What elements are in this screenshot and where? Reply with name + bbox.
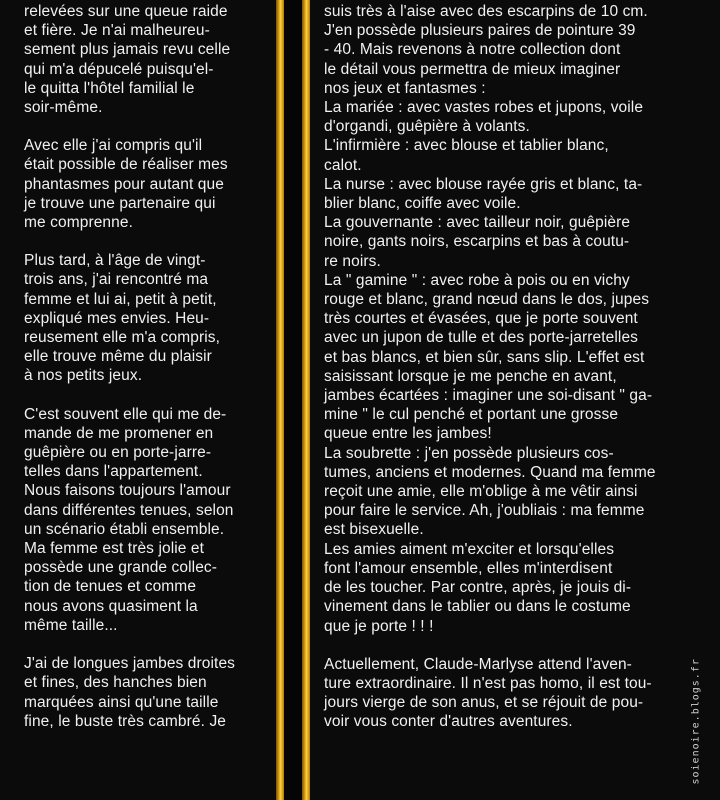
- text-line: mine " le cul penché et portant une grosse: [324, 406, 619, 424]
- text-line: je trouve une partenaire qui: [24, 194, 216, 212]
- text-line: queue entre les jambes!: [324, 425, 492, 443]
- right-text-column: [310, 0, 708, 800]
- text-line: reçoit une amie, elle m'oblige à me vêtir ainsi: [324, 483, 638, 501]
- text-line: calot.: [324, 156, 362, 174]
- text-line: La nurse : avec blouse rayée gris et blanc, ta-: [324, 175, 643, 193]
- paragraph: [24, 405, 262, 635]
- text-line: fine, le buste très cambré. Je: [24, 712, 227, 730]
- text-line: expliqué mes envies. Heu-: [24, 309, 210, 327]
- text-line: le détail vous permettra de mieux imaginer: [324, 60, 621, 78]
- text-line: nous avons quasiment la: [24, 597, 198, 615]
- text-line: avec un jupon de tulle et des porte-jarretelles: [324, 329, 639, 347]
- text-line: à nos petits jeux.: [24, 367, 143, 385]
- text-line: était possible de réaliser mes: [24, 156, 228, 174]
- text-line: La gouvernante : avec tailleur noir, guêpière: [324, 214, 631, 232]
- text-line: Nous faisons toujours l'amour: [24, 482, 231, 500]
- text-line: mande de me promener en: [24, 424, 214, 442]
- text-line: femme et lui ai, petit à petit,: [24, 290, 217, 308]
- text-line: telles dans l'appartement.: [24, 463, 203, 481]
- text-line: suis très à l'aise avec des escarpins de 10 cm.: [324, 3, 648, 20]
- text-line: pour faire le service. Ah, j'oubliais : ma femme: [324, 502, 645, 520]
- text-line: rouge et blanc, grand nœud dans le dos, jupes: [324, 291, 650, 309]
- gold-divider-right: [302, 0, 310, 800]
- text-line: nos jeux et fantasmes :: [324, 79, 486, 97]
- text-line: d'organdi, guêpière à volants.: [324, 118, 530, 136]
- text-line: J'en possède plusieurs paires de pointure 39: [324, 22, 636, 40]
- text-line: même taille...: [24, 616, 118, 634]
- gold-divider-left: [276, 0, 284, 800]
- text-line: elle trouve même du plaisir: [24, 348, 212, 366]
- left-text-column: [0, 0, 268, 800]
- text-line: soir-même.: [24, 99, 103, 117]
- text-line: est bisexuelle.: [324, 521, 424, 539]
- paragraph: [24, 251, 262, 385]
- text-line: sement plus jamais revu celle: [24, 41, 231, 59]
- text-line: trois ans, j'ai rencontré ma: [24, 271, 209, 289]
- text-line: La " gamine " : avec robe à pois ou en vichy: [324, 271, 630, 289]
- text-line: blier blanc, coiffe avec voile.: [324, 195, 521, 213]
- text-line: J'ai de longues jambes droites: [24, 655, 236, 673]
- paragraph: [324, 2, 704, 636]
- text-line: tion de tenues et comme: [24, 578, 197, 596]
- text-line: Les amies aiment m'exciter et lorsqu'elles: [324, 540, 615, 558]
- text-line: phantasmes pour autant que: [24, 175, 224, 193]
- paragraph: [324, 655, 704, 732]
- text-line: et fines, des hanches bien: [24, 674, 207, 692]
- text-line: que je porte ! ! !: [324, 617, 434, 635]
- paragraph: [24, 2, 262, 117]
- text-line: tumes, anciens et modernes. Quand ma femme: [324, 463, 656, 481]
- paragraph: [24, 136, 262, 232]
- text-line: Plus tard, à l'âge de vingt-: [24, 252, 206, 270]
- text-line: C'est souvent elle qui me de-: [24, 405, 227, 423]
- text-line: qui m'a dépucelé puisqu'el-: [24, 60, 214, 78]
- text-line: La soubrette : j'en possède plusieurs cos-: [324, 444, 614, 462]
- text-line: guêpière ou en porte-jarre-: [24, 444, 212, 462]
- text-line: ture extraordinaire. Il n'est pas homo, il est tou-: [324, 674, 652, 692]
- text-line: re noirs.: [324, 252, 381, 270]
- watermark: soienoire.blogs.fr: [690, 658, 702, 785]
- text-line: jours vierge de son anus, et se réjouit de pou-: [324, 694, 644, 712]
- text-line: vinement dans le tablier ou dans le costume: [324, 598, 631, 616]
- paragraph: [24, 654, 262, 731]
- text-line: dans différentes tenues, selon: [24, 501, 234, 519]
- text-line: saisissant lorsque je me penche en avant,: [324, 367, 617, 385]
- text-line: L'infirmière : avec blouse et tablier blanc,: [324, 137, 609, 155]
- text-line: très courtes et évasées, que je porte souvent: [324, 310, 638, 328]
- text-line: de les toucher. Par contre, après, je jouis di-: [324, 579, 632, 597]
- text-line: font l'amour ensemble, elles m'interdisent: [324, 559, 613, 577]
- text-line: jambes écartées : imaginer une soi-disant " ga-: [324, 387, 653, 405]
- text-line: reusement elle m'a compris,: [24, 329, 221, 347]
- text-line: voir vous conter d'autres aventures.: [324, 713, 573, 731]
- text-line: un scénario établi ensemble.: [24, 520, 225, 538]
- text-line: noire, gants noirs, escarpins et bas à coutu-: [324, 233, 630, 251]
- text-line: et bas blancs, et bien sûr, sans slip. L'effet est: [324, 348, 645, 366]
- text-line: La mariée : avec vastes robes et jupons, voile: [324, 99, 644, 117]
- text-line: Actuellement, Claude-Marlyse attend l'aven-: [324, 655, 632, 673]
- text-line: et fière. Je n'ai malheureu-: [24, 22, 210, 40]
- text-line: me comprenne.: [24, 214, 133, 232]
- text-line: le quitta l'hôtel familial le: [24, 79, 195, 97]
- text-line: - 40. Mais revenons à notre collection dont: [324, 41, 621, 59]
- text-line: Avec elle j'ai compris qu'il: [24, 137, 203, 155]
- divider-gap: [284, 0, 302, 800]
- text-line: relevées sur une queue raide: [24, 3, 228, 20]
- text-line: marquées ainsi qu'une taille: [24, 693, 219, 711]
- text-line: possède une grande collec-: [24, 559, 218, 577]
- text-line: Ma femme est très jolie et: [24, 540, 205, 558]
